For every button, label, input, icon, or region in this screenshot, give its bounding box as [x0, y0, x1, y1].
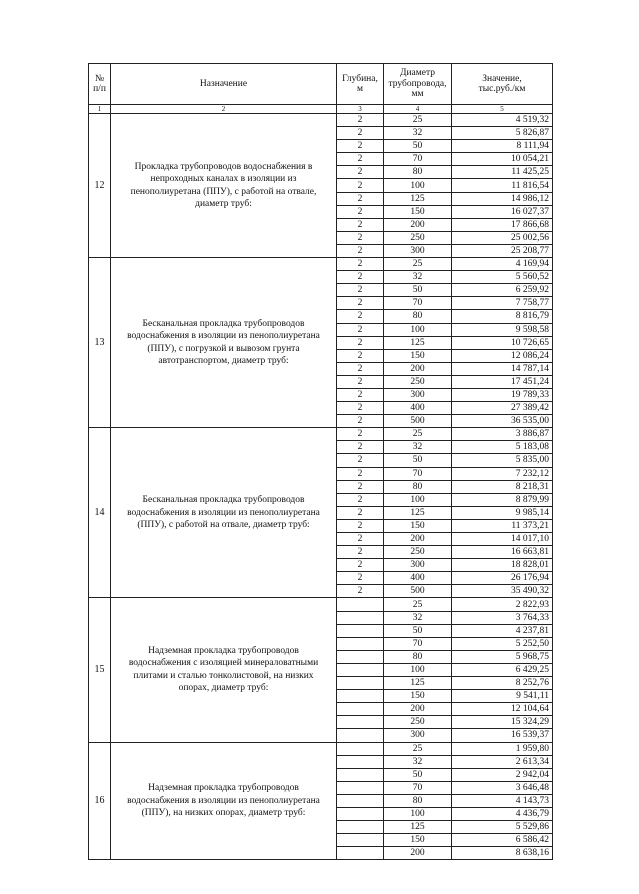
header-diameter: Диаметр трубопровода, мм — [384, 64, 452, 105]
section-description: Надземная прокладка трубопроводов водоснабжения в изоляции из пенополиуретана (ППУ), на низких опорах, диаметр труб: — [111, 742, 337, 860]
diameter-cell: 200 — [384, 847, 452, 860]
header-purpose: Назначение — [111, 64, 337, 105]
value-cell: 8 218,31 — [452, 480, 553, 493]
value-cell: 5 835,00 — [452, 454, 553, 467]
depth-cell — [337, 755, 384, 768]
depth-cell — [337, 807, 384, 820]
value-cell: 12 104,64 — [452, 703, 553, 716]
price-table — [88, 63, 553, 860]
depth-cell — [337, 742, 384, 755]
depth-cell: 2 — [337, 519, 384, 532]
diameter-cell: 25 — [384, 742, 452, 755]
section-number: 13 — [89, 258, 111, 428]
value-cell: 8 638,16 — [452, 847, 553, 860]
diameter-cell: 80 — [384, 650, 452, 663]
value-cell: 17 866,68 — [452, 218, 553, 231]
value-cell: 9 598,58 — [452, 323, 553, 336]
value-cell: 15 324,29 — [452, 716, 553, 729]
depth-cell — [337, 768, 384, 781]
diameter-cell: 100 — [384, 179, 452, 192]
diameter-cell: 125 — [384, 506, 452, 519]
diameter-cell: 80 — [384, 310, 452, 323]
value-cell: 2 942,04 — [452, 768, 553, 781]
index-cell: 5 — [452, 105, 553, 114]
diameter-cell: 200 — [384, 533, 452, 546]
depth-cell: 2 — [337, 284, 384, 297]
section-number: 16 — [89, 742, 111, 860]
depth-cell: 2 — [337, 572, 384, 585]
depth-cell: 2 — [337, 271, 384, 284]
depth-cell — [337, 690, 384, 703]
value-cell: 12 086,24 — [452, 349, 553, 362]
value-cell: 3 646,48 — [452, 781, 553, 794]
value-cell: 7 758,77 — [452, 297, 553, 310]
depth-cell: 2 — [337, 166, 384, 179]
diameter-cell: 250 — [384, 546, 452, 559]
value-cell: 25 208,77 — [452, 244, 553, 257]
value-cell: 1 959,80 — [452, 742, 553, 755]
diameter-cell: 100 — [384, 807, 452, 820]
section-15 — [89, 598, 553, 742]
diameter-cell: 150 — [384, 205, 452, 218]
value-cell: 10 726,65 — [452, 336, 553, 349]
section-number: 14 — [89, 428, 111, 598]
value-cell: 2 822,93 — [452, 598, 553, 611]
diameter-cell: 50 — [384, 140, 452, 153]
section-description: Прокладка трубопроводов водоснабжения в непроходных каналах в изоляции из пенополиуретана (ППУ), с работой на отвале, диаметр труб: — [111, 114, 337, 258]
diameter-cell: 250 — [384, 716, 452, 729]
depth-cell: 2 — [337, 467, 384, 480]
value-cell: 17 451,24 — [452, 375, 553, 388]
value-cell: 4 143,73 — [452, 794, 553, 807]
index-cell: 3 — [337, 105, 384, 114]
value-cell: 11 816,54 — [452, 179, 553, 192]
depth-cell: 2 — [337, 454, 384, 467]
value-cell: 5 529,86 — [452, 821, 553, 834]
depth-cell: 2 — [337, 310, 384, 323]
depth-cell: 2 — [337, 297, 384, 310]
diameter-cell: 250 — [384, 231, 452, 244]
depth-cell — [337, 624, 384, 637]
diameter-cell: 100 — [384, 663, 452, 676]
depth-cell: 2 — [337, 480, 384, 493]
diameter-cell: 80 — [384, 794, 452, 807]
table-row — [89, 428, 553, 441]
depth-cell — [337, 611, 384, 624]
depth-cell: 2 — [337, 349, 384, 362]
value-cell: 6 429,25 — [452, 663, 553, 676]
depth-cell: 2 — [337, 205, 384, 218]
value-cell: 3 764,33 — [452, 611, 553, 624]
depth-cell — [337, 781, 384, 794]
depth-cell — [337, 650, 384, 663]
depth-cell — [337, 598, 384, 611]
depth-cell: 2 — [337, 585, 384, 598]
depth-cell — [337, 834, 384, 847]
diameter-cell: 150 — [384, 519, 452, 532]
diameter-cell: 70 — [384, 297, 452, 310]
depth-cell — [337, 703, 384, 716]
depth-cell — [337, 729, 384, 742]
diameter-cell: 300 — [384, 559, 452, 572]
index-cell: 4 — [384, 105, 452, 114]
diameter-cell: 70 — [384, 781, 452, 794]
depth-cell: 2 — [337, 258, 384, 271]
diameter-cell: 300 — [384, 388, 452, 401]
depth-cell: 2 — [337, 244, 384, 257]
section-13 — [89, 258, 553, 428]
index-cell: 2 — [111, 105, 337, 114]
diameter-cell: 400 — [384, 402, 452, 415]
value-cell: 16 539,37 — [452, 729, 553, 742]
diameter-cell: 400 — [384, 572, 452, 585]
value-cell: 6 586,42 — [452, 834, 553, 847]
header-num: № п/п — [89, 64, 111, 105]
depth-cell: 2 — [337, 402, 384, 415]
value-cell: 6 259,92 — [452, 284, 553, 297]
value-cell: 11 373,21 — [452, 519, 553, 532]
depth-cell: 2 — [337, 192, 384, 205]
diameter-cell: 250 — [384, 375, 452, 388]
diameter-cell: 100 — [384, 323, 452, 336]
table-row — [89, 598, 553, 611]
depth-cell — [337, 677, 384, 690]
value-cell: 14 017,10 — [452, 533, 553, 546]
section-number: 15 — [89, 598, 111, 742]
diameter-cell: 32 — [384, 127, 452, 140]
diameter-cell: 32 — [384, 611, 452, 624]
value-cell: 26 176,94 — [452, 572, 553, 585]
value-cell: 5 560,52 — [452, 271, 553, 284]
diameter-cell: 300 — [384, 244, 452, 257]
diameter-cell: 150 — [384, 690, 452, 703]
depth-cell: 2 — [337, 428, 384, 441]
value-cell: 18 828,01 — [452, 559, 553, 572]
value-cell: 8 879,99 — [452, 493, 553, 506]
depth-cell — [337, 637, 384, 650]
value-cell: 25 002,56 — [452, 231, 553, 244]
diameter-cell: 70 — [384, 153, 452, 166]
value-cell: 8 111,94 — [452, 140, 553, 153]
value-cell: 36 535,00 — [452, 415, 553, 428]
index-cell: 1 — [89, 105, 111, 114]
value-cell: 4 436,79 — [452, 807, 553, 820]
value-cell: 7 232,12 — [452, 467, 553, 480]
diameter-cell: 125 — [384, 336, 452, 349]
value-cell: 4 237,81 — [452, 624, 553, 637]
diameter-cell: 200 — [384, 362, 452, 375]
diameter-cell: 125 — [384, 821, 452, 834]
depth-cell — [337, 821, 384, 834]
value-cell: 4 519,32 — [452, 114, 553, 127]
depth-cell: 2 — [337, 546, 384, 559]
section-14 — [89, 428, 553, 598]
depth-cell: 2 — [337, 231, 384, 244]
diameter-cell: 50 — [384, 768, 452, 781]
value-cell: 10 054,21 — [452, 153, 553, 166]
depth-cell — [337, 716, 384, 729]
column-index-row — [89, 105, 553, 114]
value-cell: 5 252,50 — [452, 637, 553, 650]
section-description: Бесканальная прокладка трубопроводов водоснабжения в изоляции из пенополиуретана (ППУ), с работой на отвале, диаметр труб: — [111, 428, 337, 598]
depth-cell: 2 — [337, 127, 384, 140]
depth-cell — [337, 794, 384, 807]
section-description: Надземная прокладка трубопроводов водоснабжения с изоляцией минераловатными плитами и сталью тонколистовой, на низких опорах, диаметр труб: — [111, 598, 337, 742]
section-description: Бесканальная прокладка трубопроводов водоснабжения в изоляции из пенополиуретана (ППУ), с погрузкой и вывозом грунта автотранспортом, диаметр труб: — [111, 258, 337, 428]
header-row — [89, 64, 553, 105]
depth-cell: 2 — [337, 323, 384, 336]
depth-cell: 2 — [337, 441, 384, 454]
header-depth: Глубина, м — [337, 64, 384, 105]
diameter-cell: 100 — [384, 493, 452, 506]
value-cell: 11 425,25 — [452, 166, 553, 179]
depth-cell: 2 — [337, 506, 384, 519]
value-cell: 8 252,76 — [452, 677, 553, 690]
depth-cell: 2 — [337, 114, 384, 127]
diameter-cell: 80 — [384, 166, 452, 179]
depth-cell: 2 — [337, 153, 384, 166]
diameter-cell: 125 — [384, 677, 452, 690]
diameter-cell: 150 — [384, 834, 452, 847]
diameter-cell: 300 — [384, 729, 452, 742]
header-value: Значение, тыс.руб./км — [452, 64, 553, 105]
depth-cell: 2 — [337, 218, 384, 231]
value-cell: 3 886,87 — [452, 428, 553, 441]
depth-cell — [337, 847, 384, 860]
diameter-cell: 50 — [384, 284, 452, 297]
diameter-cell: 50 — [384, 624, 452, 637]
diameter-cell: 70 — [384, 637, 452, 650]
depth-cell: 2 — [337, 533, 384, 546]
value-cell: 2 613,34 — [452, 755, 553, 768]
depth-cell: 2 — [337, 362, 384, 375]
diameter-cell: 70 — [384, 467, 452, 480]
value-cell: 5 183,08 — [452, 441, 553, 454]
diameter-cell: 50 — [384, 454, 452, 467]
depth-cell: 2 — [337, 388, 384, 401]
value-cell: 35 490,32 — [452, 585, 553, 598]
value-cell: 9 985,14 — [452, 506, 553, 519]
diameter-cell: 500 — [384, 585, 452, 598]
diameter-cell: 32 — [384, 271, 452, 284]
diameter-cell: 32 — [384, 755, 452, 768]
diameter-cell: 25 — [384, 258, 452, 271]
diameter-cell: 25 — [384, 598, 452, 611]
depth-cell: 2 — [337, 493, 384, 506]
section-16 — [89, 742, 553, 860]
section-number: 12 — [89, 114, 111, 258]
depth-cell: 2 — [337, 375, 384, 388]
value-cell: 9 541,11 — [452, 690, 553, 703]
diameter-cell: 25 — [384, 114, 452, 127]
value-cell: 14 787,14 — [452, 362, 553, 375]
value-cell: 4 169,94 — [452, 258, 553, 271]
diameter-cell: 25 — [384, 428, 452, 441]
depth-cell: 2 — [337, 179, 384, 192]
value-cell: 16 663,81 — [452, 546, 553, 559]
diameter-cell: 80 — [384, 480, 452, 493]
value-cell: 27 389,42 — [452, 402, 553, 415]
diameter-cell: 200 — [384, 703, 452, 716]
value-cell: 5 826,87 — [452, 127, 553, 140]
value-cell: 14 986,12 — [452, 192, 553, 205]
depth-cell: 2 — [337, 415, 384, 428]
table-row — [89, 258, 553, 271]
diameter-cell: 150 — [384, 349, 452, 362]
depth-cell — [337, 663, 384, 676]
value-cell: 16 027,37 — [452, 205, 553, 218]
depth-cell: 2 — [337, 140, 384, 153]
section-12 — [89, 114, 553, 258]
value-cell: 19 789,33 — [452, 388, 553, 401]
table-row — [89, 742, 553, 755]
depth-cell: 2 — [337, 336, 384, 349]
diameter-cell: 500 — [384, 415, 452, 428]
depth-cell: 2 — [337, 559, 384, 572]
diameter-cell: 200 — [384, 218, 452, 231]
value-cell: 5 968,75 — [452, 650, 553, 663]
value-cell: 8 816,79 — [452, 310, 553, 323]
diameter-cell: 125 — [384, 192, 452, 205]
diameter-cell: 32 — [384, 441, 452, 454]
table-row — [89, 114, 553, 127]
